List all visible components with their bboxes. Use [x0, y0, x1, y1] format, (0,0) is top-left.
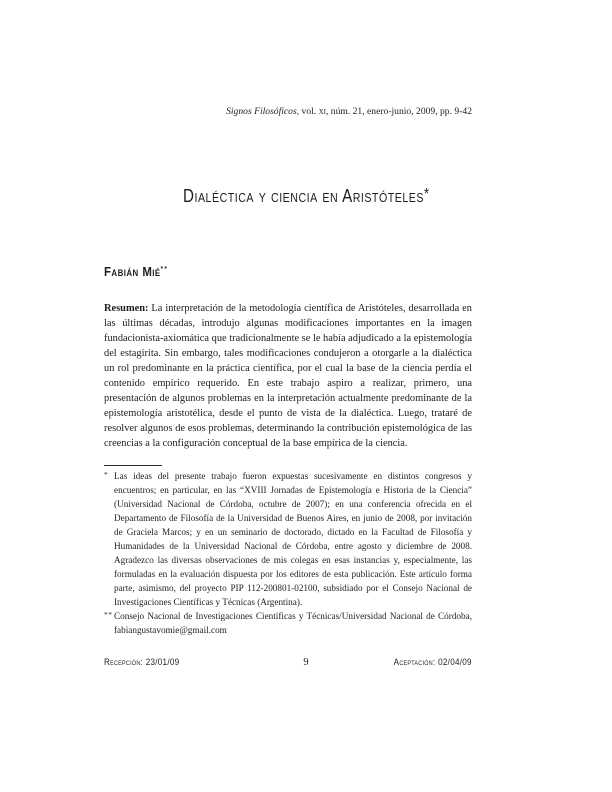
article-title	[183, 185, 429, 207]
acceptance-date: 02/04/09	[438, 657, 472, 667]
page-footer	[0, 657, 612, 671]
footnote-marker: **	[104, 610, 113, 619]
journal-header	[104, 106, 472, 118]
journal-issue-info: , núm. 21, enero-junio, 2009, pp. 9-42	[325, 106, 472, 117]
title-footnote-mark: *	[423, 186, 430, 203]
page-number: 9	[303, 657, 309, 668]
footnote-text: Las ideas del presente trabajo fueron expuestas sucesivamente en distintos congresos y encuentros; en particular, en las “XVIII Jornadas de Epistemología e Historia de la Ciencia” (Universidad Nacional de Córdoba, octubre de 2007); en una conferencia ofrecida en el Departamento de Filosofía de la Universidad de Buenos Aires, en junio de 2008, por invitación de Graciela Marcos; y en un seminario de doctorado, dictado en la Facultad de Filosofía y Humanidades de la Universidad Nacional de Córdoba, entre agosto y diciembre de 2008. Agradezco las diversas observaciones de mis colegas en esas instancias y, especialmente, las formuladas en la evaluación dispuesta por los editores de esta publicación. Este artículo forma parte, asimismo, del proyecto PIP 112-200801-02100, subsidiado por el Consejo Nacional de Investigaciones Científicas y Técnicas (Argentina).	[114, 471, 472, 607]
abstract-text: La interpretación de la metodología científica de Aristóteles, desarrollada en las últimas décadas, introdujo algunas modificaciones importantes en la imagen fundacionista-axiomática que tradicionalmente se le había adjudicado a la epistemología del estagirita. Sin embargo, tales modificaciones condujeron a otorgarle a la dialéctica un rol predominante en la práctica científica, por el cual la base de la ciencia perdía el contenido empírico requerido. En este trabajo aspiro a realizar, primero, una presentación de algunos problemas en la interpretación actualmente predominante de la epistemología aristotélica, desde el punto de vista de la dialéctica. Luego, trataré de resolver algunos de esos problemas, determinando la contribución epistemológica de las creencias a la configuración conceptual de la base empírica de la ciencia.	[104, 303, 472, 450]
author-footnote-marks: **	[160, 266, 169, 273]
footnote-marker: *	[104, 470, 109, 479]
acceptance-label: Aceptación:	[393, 657, 436, 667]
acceptance-info	[394, 657, 472, 667]
abstract	[104, 301, 472, 451]
journal-vol-prefix: , vol.	[296, 106, 319, 117]
reception-label: Recepción:	[104, 657, 144, 667]
title-row	[0, 185, 612, 207]
footnote-item	[104, 469, 472, 609]
abstract-label: Resumen:	[104, 303, 149, 315]
article-title-text: Dialéctica y ciencia en Aristóteles	[182, 185, 424, 206]
footnote-text: Consejo Nacional de Investigaciones Científicas y Técnicas/Universidad Nacional de Córdoba, fabiangustavomie@gmail.com	[114, 611, 472, 635]
footnote-item	[104, 609, 472, 637]
footnotes-section	[104, 469, 472, 637]
author-name	[104, 264, 168, 279]
journal-volume-numeral: xi	[318, 106, 326, 117]
footnote-separator	[104, 465, 162, 466]
reception-date: 23/01/09	[145, 657, 180, 667]
author-name-text: Fabián Mié	[104, 264, 161, 279]
journal-name: Signos Filosóficos	[226, 106, 297, 117]
author-row	[104, 263, 177, 281]
